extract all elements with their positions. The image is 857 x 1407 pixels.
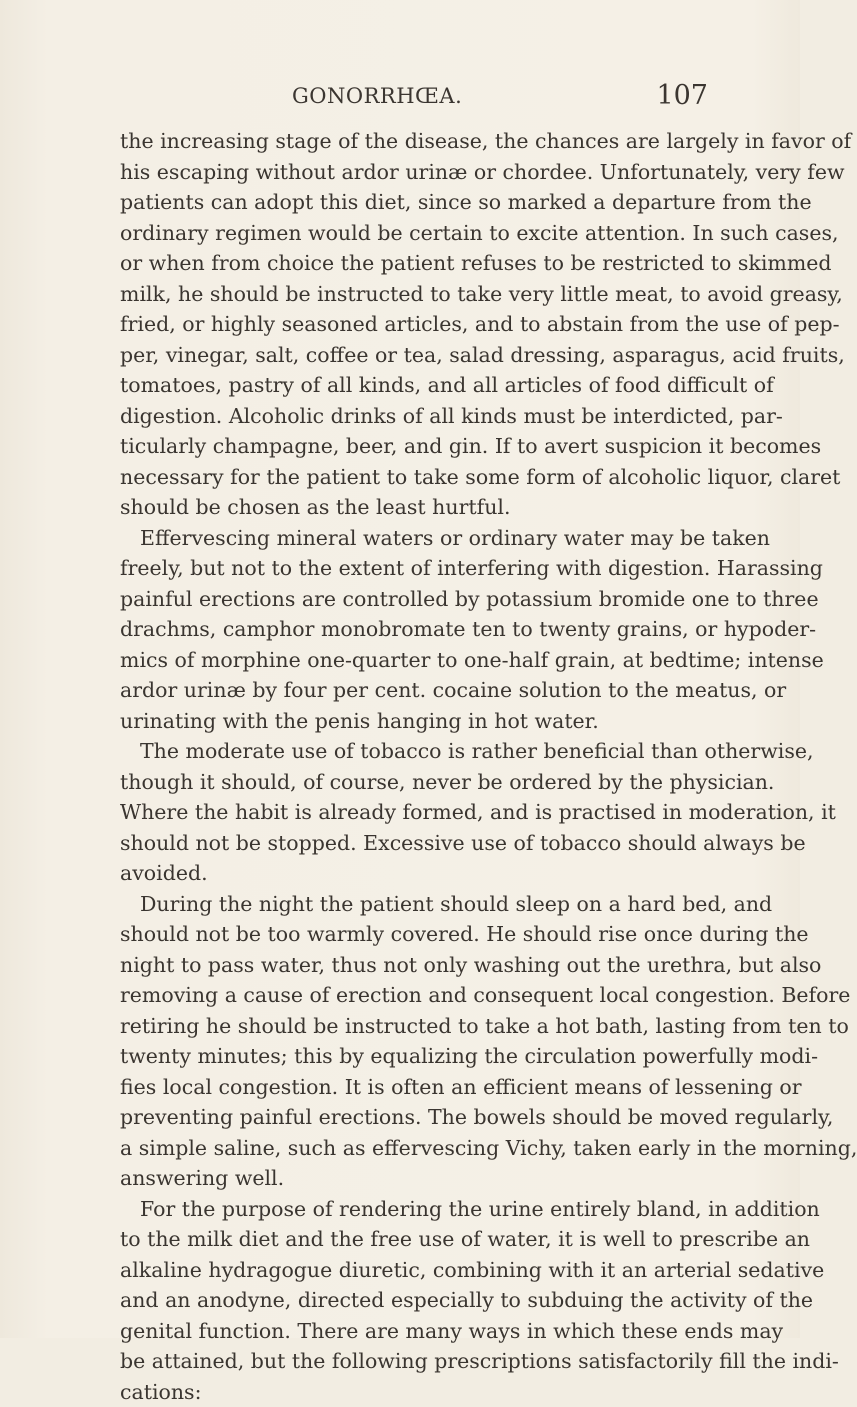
- text-line: drachms, camphor monobromate ten to twenty grains, or hypoder-: [120, 614, 710, 645]
- text-line: digestion. Alcoholic drinks of all kinds must be interdicted, par-: [120, 401, 710, 432]
- text-line: the increasing stage of the disease, the chances are largely in favor of: [120, 126, 710, 157]
- text-line: alkaline hydragogue diuretic, combining with it an arterial sedative: [120, 1255, 710, 1286]
- text-line: or when from choice the patient refuses to be restricted to skimmed: [120, 248, 710, 279]
- text-line: tomatoes, pastry of all kinds, and all articles of food difficult of: [120, 370, 710, 401]
- text-line: answering well.: [120, 1163, 710, 1194]
- text-line: The moderate use of tobacco is rather beneficial than otherwise,: [120, 736, 710, 767]
- text-line: Effervescing mineral waters or ordinary water may be taken: [120, 523, 710, 554]
- text-line: per, vinegar, salt, coffee or tea, salad dressing, asparagus, acid fruits,: [120, 340, 710, 371]
- text-line: a simple saline, such as effervescing Vichy, taken early in the morning,: [120, 1133, 710, 1164]
- text-line: Where the habit is already formed, and is practised in moderation, it: [120, 797, 710, 828]
- page-number: 107: [656, 80, 708, 111]
- text-line: milk, he should be instructed to take very little meat, to avoid greasy,: [120, 279, 710, 310]
- text-line: his escaping without ardor urinæ or chordee. Unfortunately, very few: [120, 157, 710, 188]
- text-line: urinating with the penis hanging in hot water.: [120, 706, 710, 737]
- page-header: [120, 84, 708, 118]
- paragraph: [120, 126, 710, 523]
- text-line: For the purpose of rendering the urine entirely bland, in addition: [120, 1194, 710, 1225]
- text-line: be attained, but the following prescriptions satisfactorily fill the indi-: [120, 1346, 710, 1377]
- text-line: cations:: [120, 1377, 710, 1407]
- text-line: to the milk diet and the free use of water, it is well to prescribe an: [120, 1224, 710, 1255]
- text-line: necessary for the patient to take some form of alcoholic liquor, claret: [120, 462, 710, 493]
- text-line: preventing painful erections. The bowels should be moved regularly,: [120, 1102, 710, 1133]
- text-line: removing a cause of erection and consequent local congestion. Before: [120, 980, 710, 1011]
- text-line: should not be stopped. Excessive use of tobacco should always be: [120, 828, 710, 859]
- text-line: During the night the patient should sleep on a hard bed, and: [120, 889, 710, 920]
- body-text: [120, 126, 710, 1407]
- text-line: and an anodyne, directed especially to subduing the activity of the: [120, 1285, 710, 1316]
- text-line: mics of morphine one-quarter to one-half grain, at bedtime; intense: [120, 645, 710, 676]
- running-head: GONORRHŒA.: [292, 84, 462, 108]
- text-line: though it should, of course, never be ordered by the physician.: [120, 767, 710, 798]
- text-line: ardor urinæ by four per cent. cocaine solution to the meatus, or: [120, 675, 710, 706]
- text-line: fried, or highly seasoned articles, and to abstain from the use of pep-: [120, 309, 710, 340]
- text-line: genital function. There are many ways in which these ends may: [120, 1316, 710, 1347]
- text-line: night to pass water, thus not only washing out the urethra, but also: [120, 950, 710, 981]
- text-line: should not be too warmly covered. He should rise once during the: [120, 919, 710, 950]
- text-line: avoided.: [120, 858, 710, 889]
- text-line: freely, but not to the extent of interfering with digestion. Harassing: [120, 553, 710, 584]
- paragraph: [120, 889, 710, 1194]
- text-line: ordinary regimen would be certain to excite attention. In such cases,: [120, 218, 710, 249]
- paragraph: [120, 736, 710, 889]
- text-line: painful erections are controlled by potassium bromide one to three: [120, 584, 710, 615]
- text-line: twenty minutes; this by equalizing the circulation powerfully modi-: [120, 1041, 710, 1072]
- text-line: ticularly champagne, beer, and gin. If to avert suspicion it becomes: [120, 431, 710, 462]
- paragraph: [120, 1194, 710, 1407]
- text-line: retiring he should be instructed to take a hot bath, lasting from ten to: [120, 1011, 710, 1042]
- text-line: should be chosen as the least hurtful.: [120, 492, 710, 523]
- paragraph: [120, 523, 710, 737]
- text-line: fies local congestion. It is often an efficient means of lessening or: [120, 1072, 710, 1103]
- text-line: patients can adopt this diet, since so marked a departure from the: [120, 187, 710, 218]
